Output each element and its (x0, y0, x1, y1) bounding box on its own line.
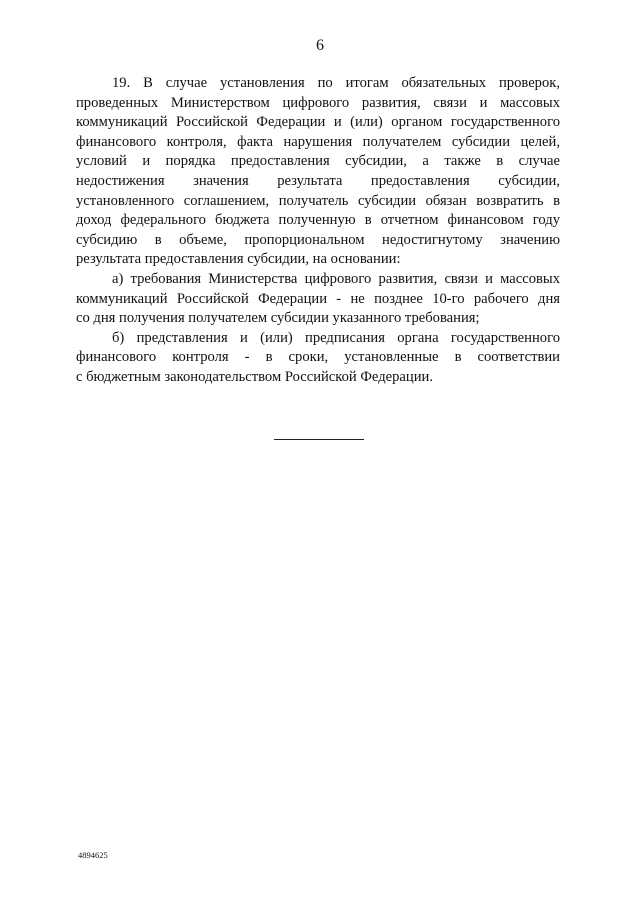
item-b (76, 329, 560, 388)
page-number: 6 (316, 37, 324, 54)
paragraph-line: результата предоставления субсидии, на основании: (76, 251, 401, 268)
item-a-line: со дня получения получателем субсидии указанного требования; (76, 310, 480, 327)
paragraph-line: условий и порядка предоставления субсидии, а также в случае (76, 153, 560, 170)
paragraph-line: финансового контроля, факта нарушения получателем субсидии целей, (76, 133, 560, 150)
paragraph-line: коммуникаций Российской Федерации и (или) органом государственного (76, 114, 560, 131)
paragraph-line: недостижения значения результата предоставления субсидии, (76, 172, 560, 189)
item-a (76, 270, 560, 329)
item-a-line: коммуникаций Российской Федерации - не позднее 10-го рабочего дня (76, 290, 560, 307)
paragraph-line: доход федерального бюджета полученную в отчетном финансовом году (76, 212, 560, 229)
paragraph-19 (76, 74, 560, 270)
paragraph-line: установленного соглашением, получатель субсидии обязан возвратить в (76, 192, 560, 209)
document-body (76, 74, 560, 388)
paragraph-line: 19. В случае установления по итогам обязательных проверок, (112, 75, 560, 91)
item-b-line: с бюджетным законодательством Российской Федерации. (76, 368, 433, 385)
paragraph-line: проведенных Министерством цифрового развития, связи и массовых (76, 94, 560, 111)
item-b-line: финансового контроля - в сроки, установленные в соответствии (76, 349, 560, 366)
item-b-line: б) представления и (или) предписания органа государственного (112, 329, 560, 346)
end-separator-line (274, 439, 364, 440)
paragraph-line: субсидию в объеме, пропорциональном недостигнутому значению (76, 231, 560, 248)
item-a-line: а) требования Министерства цифрового развития, связи и массовых (112, 270, 560, 287)
document-id: 4894625 (78, 850, 108, 860)
